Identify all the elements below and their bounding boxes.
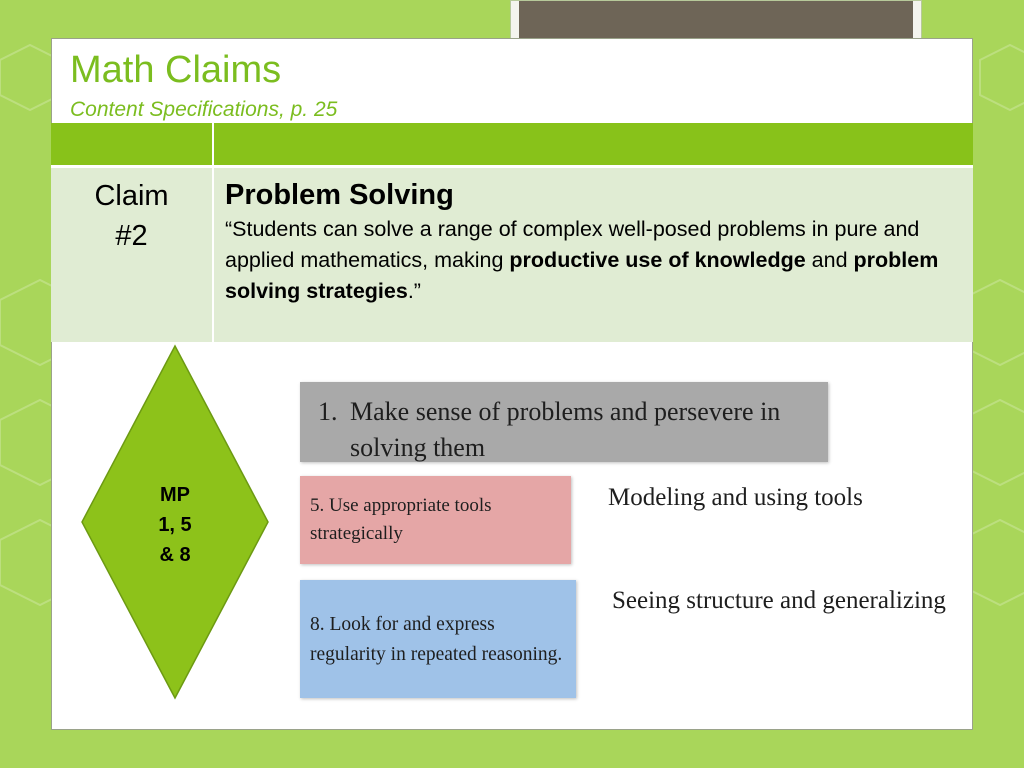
header-divider: [212, 123, 214, 168]
practice-8-box: [300, 580, 576, 698]
practice-5-box: [300, 476, 571, 564]
page-subtitle: Content Specifications, p. 25: [70, 98, 338, 121]
claim-table: [51, 123, 973, 342]
mp-label: [130, 480, 220, 570]
practice-1-text: Make sense of problems and persevere in solving them: [350, 397, 781, 462]
page-title: Math Claims: [70, 49, 282, 91]
gloss-tools: Modeling and using tools: [608, 484, 863, 511]
quote-bold-strategies: problem solving strategies: [225, 248, 939, 303]
quote-bold-knowledge: productive use of knowledge: [509, 248, 806, 272]
claim-description-cell: [225, 176, 961, 307]
quote-and: and: [805, 248, 854, 272]
practice-1-number: 1.: [318, 397, 338, 426]
mp-label-line1: MP: [160, 484, 190, 506]
claim-name: Problem Solving: [225, 179, 454, 211]
quote-end: .”: [407, 279, 421, 303]
claim-label: Claim: [94, 180, 169, 212]
practice-8-text: 8. Look for and express regularity in repeated reasoning.: [310, 614, 563, 665]
mp-label-line3: & 8: [159, 544, 191, 566]
quote-start: “Students can solve a range of complex well-posed problems in pure and applied mathematics, making: [225, 217, 920, 272]
practice-5-text: 5. Use appropriate tools strategically: [310, 495, 492, 544]
claim-quote: [225, 214, 961, 307]
table-row: [51, 168, 973, 342]
gloss-structure: Seeing structure and generalizing: [612, 587, 946, 614]
row-divider: [212, 168, 214, 342]
mp-label-line2: 1, 5: [158, 514, 192, 536]
claim-number: #2: [115, 220, 148, 252]
table-header-row: [51, 123, 973, 168]
claim-number-cell: [51, 176, 212, 256]
practice-1-box: [300, 382, 828, 462]
